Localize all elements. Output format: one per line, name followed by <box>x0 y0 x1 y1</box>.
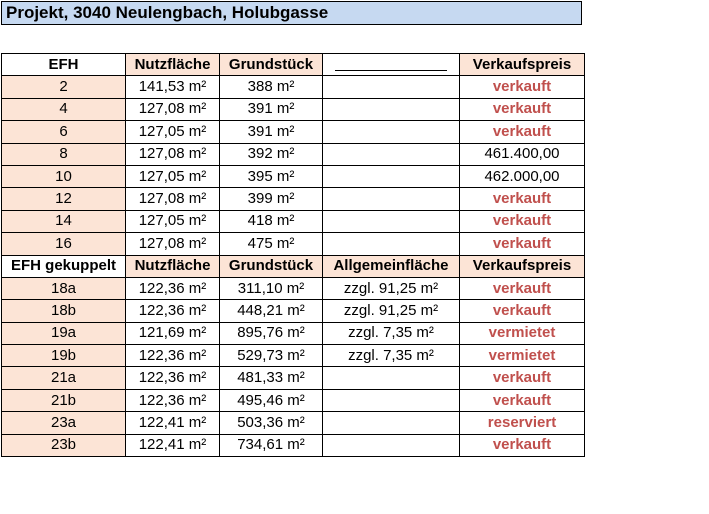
nutzflaeche-cell: 122,36 m² <box>126 300 220 322</box>
table-row <box>2 98 585 120</box>
gekuppelt-header-row <box>2 255 585 277</box>
status-cell: verkauft <box>460 300 585 322</box>
grundstueck-cell: 311,10 m² <box>220 277 323 299</box>
table-row <box>2 412 585 434</box>
table-row <box>2 277 585 299</box>
grundstueck-cell: 391 m² <box>220 121 323 143</box>
table-row <box>2 345 585 367</box>
status-cell: verkauft <box>460 210 585 232</box>
table-row <box>2 165 585 187</box>
allgemeinflaeche-cell: zzgl. 91,25 m² <box>323 300 460 322</box>
grundstueck-cell: 392 m² <box>220 143 323 165</box>
nutzflaeche-cell: 127,08 m² <box>126 188 220 210</box>
status-cell: verkauft <box>460 98 585 120</box>
header-cell: Nutzfläche <box>126 255 220 277</box>
blank-underline <box>335 58 447 71</box>
allgemeinflaeche-cell <box>323 412 460 434</box>
allgemeinflaeche-cell <box>323 367 460 389</box>
table-row <box>2 434 585 456</box>
house-number-cell: 18a <box>2 277 126 299</box>
extra-cell <box>323 76 460 98</box>
house-number-cell: 4 <box>2 98 126 120</box>
grundstueck-cell: 399 m² <box>220 188 323 210</box>
table-row <box>2 300 585 322</box>
status-cell: verkauft <box>460 277 585 299</box>
header-cell: EFH gekuppelt <box>2 255 126 277</box>
grundstueck-cell: 388 m² <box>220 76 323 98</box>
nutzflaeche-cell: 122,36 m² <box>126 389 220 411</box>
house-number-cell: 19a <box>2 322 126 344</box>
grundstueck-cell: 503,36 m² <box>220 412 323 434</box>
nutzflaeche-cell: 122,36 m² <box>126 367 220 389</box>
extra-cell <box>323 98 460 120</box>
price-cell: 461.400,00 <box>460 143 585 165</box>
status-cell: verkauft <box>460 367 585 389</box>
nutzflaeche-cell: 121,69 m² <box>126 322 220 344</box>
house-number-cell: 23b <box>2 434 126 456</box>
extra-cell <box>323 121 460 143</box>
allgemeinflaeche-cell <box>323 434 460 456</box>
table-row <box>2 367 585 389</box>
grundstueck-cell: 481,33 m² <box>220 367 323 389</box>
nutzflaeche-cell: 122,36 m² <box>126 345 220 367</box>
grundstueck-cell: 895,76 m² <box>220 322 323 344</box>
nutzflaeche-cell: 141,53 m² <box>126 76 220 98</box>
table-row <box>2 389 585 411</box>
grundstueck-cell: 495,46 m² <box>220 389 323 411</box>
header-cell: Allgemeinfläche <box>323 255 460 277</box>
page-title: Projekt, 3040 Neulengbach, Holubgasse <box>1 1 582 25</box>
table-row <box>2 188 585 210</box>
status-cell: verkauft <box>460 188 585 210</box>
extra-cell <box>323 165 460 187</box>
house-number-cell: 18b <box>2 300 126 322</box>
house-number-cell: 2 <box>2 76 126 98</box>
nutzflaeche-cell: 122,36 m² <box>126 277 220 299</box>
house-number-cell: 10 <box>2 165 126 187</box>
nutzflaeche-cell: 122,41 m² <box>126 434 220 456</box>
table-row <box>2 322 585 344</box>
status-cell: vermietet <box>460 322 585 344</box>
table-row <box>2 143 585 165</box>
house-number-cell: 23a <box>2 412 126 434</box>
allgemeinflaeche-cell <box>323 389 460 411</box>
house-number-cell: 14 <box>2 210 126 232</box>
nutzflaeche-cell: 127,08 m² <box>126 98 220 120</box>
table-row <box>2 233 585 255</box>
grundstueck-cell: 418 m² <box>220 210 323 232</box>
table-row <box>2 210 585 232</box>
efh-header-row <box>2 54 585 76</box>
nutzflaeche-cell: 127,05 m² <box>126 165 220 187</box>
house-number-cell: 21b <box>2 389 126 411</box>
house-number-cell: 12 <box>2 188 126 210</box>
grundstueck-cell: 395 m² <box>220 165 323 187</box>
header-cell: EFH <box>2 54 126 76</box>
nutzflaeche-cell: 127,05 m² <box>126 210 220 232</box>
table-row <box>2 121 585 143</box>
allgemeinflaeche-cell: zzgl. 91,25 m² <box>323 277 460 299</box>
status-cell: verkauft <box>460 76 585 98</box>
allgemeinflaeche-cell: zzgl. 7,35 m² <box>323 322 460 344</box>
house-number-cell: 6 <box>2 121 126 143</box>
grundstueck-cell: 448,21 m² <box>220 300 323 322</box>
header-cell: Verkaufspreis <box>460 255 585 277</box>
nutzflaeche-cell: 127,08 m² <box>126 143 220 165</box>
grundstueck-cell: 391 m² <box>220 98 323 120</box>
status-cell: vermietet <box>460 345 585 367</box>
extra-cell <box>323 188 460 210</box>
nutzflaeche-cell: 122,41 m² <box>126 412 220 434</box>
header-cell: Grundstück <box>220 255 323 277</box>
price-cell: 462.000,00 <box>460 165 585 187</box>
extra-cell <box>323 143 460 165</box>
status-cell: verkauft <box>460 434 585 456</box>
allgemeinflaeche-cell: zzgl. 7,35 m² <box>323 345 460 367</box>
extra-cell <box>323 233 460 255</box>
status-cell: verkauft <box>460 121 585 143</box>
extra-cell <box>323 210 460 232</box>
header-blank-cell <box>323 54 460 76</box>
status-cell: verkauft <box>460 389 585 411</box>
nutzflaeche-cell: 127,05 m² <box>126 121 220 143</box>
house-number-cell: 8 <box>2 143 126 165</box>
nutzflaeche-cell: 127,08 m² <box>126 233 220 255</box>
status-cell: verkauft <box>460 233 585 255</box>
header-cell: Nutzfläche <box>126 54 220 76</box>
table-row <box>2 76 585 98</box>
house-number-cell: 21a <box>2 367 126 389</box>
grundstueck-cell: 734,61 m² <box>220 434 323 456</box>
header-cell: Grundstück <box>220 54 323 76</box>
house-number-cell: 19b <box>2 345 126 367</box>
grundstueck-cell: 475 m² <box>220 233 323 255</box>
status-cell: reserviert <box>460 412 585 434</box>
grundstueck-cell: 529,73 m² <box>220 345 323 367</box>
header-cell: Verkaufspreis <box>460 54 585 76</box>
house-number-cell: 16 <box>2 233 126 255</box>
price-table <box>1 53 585 457</box>
